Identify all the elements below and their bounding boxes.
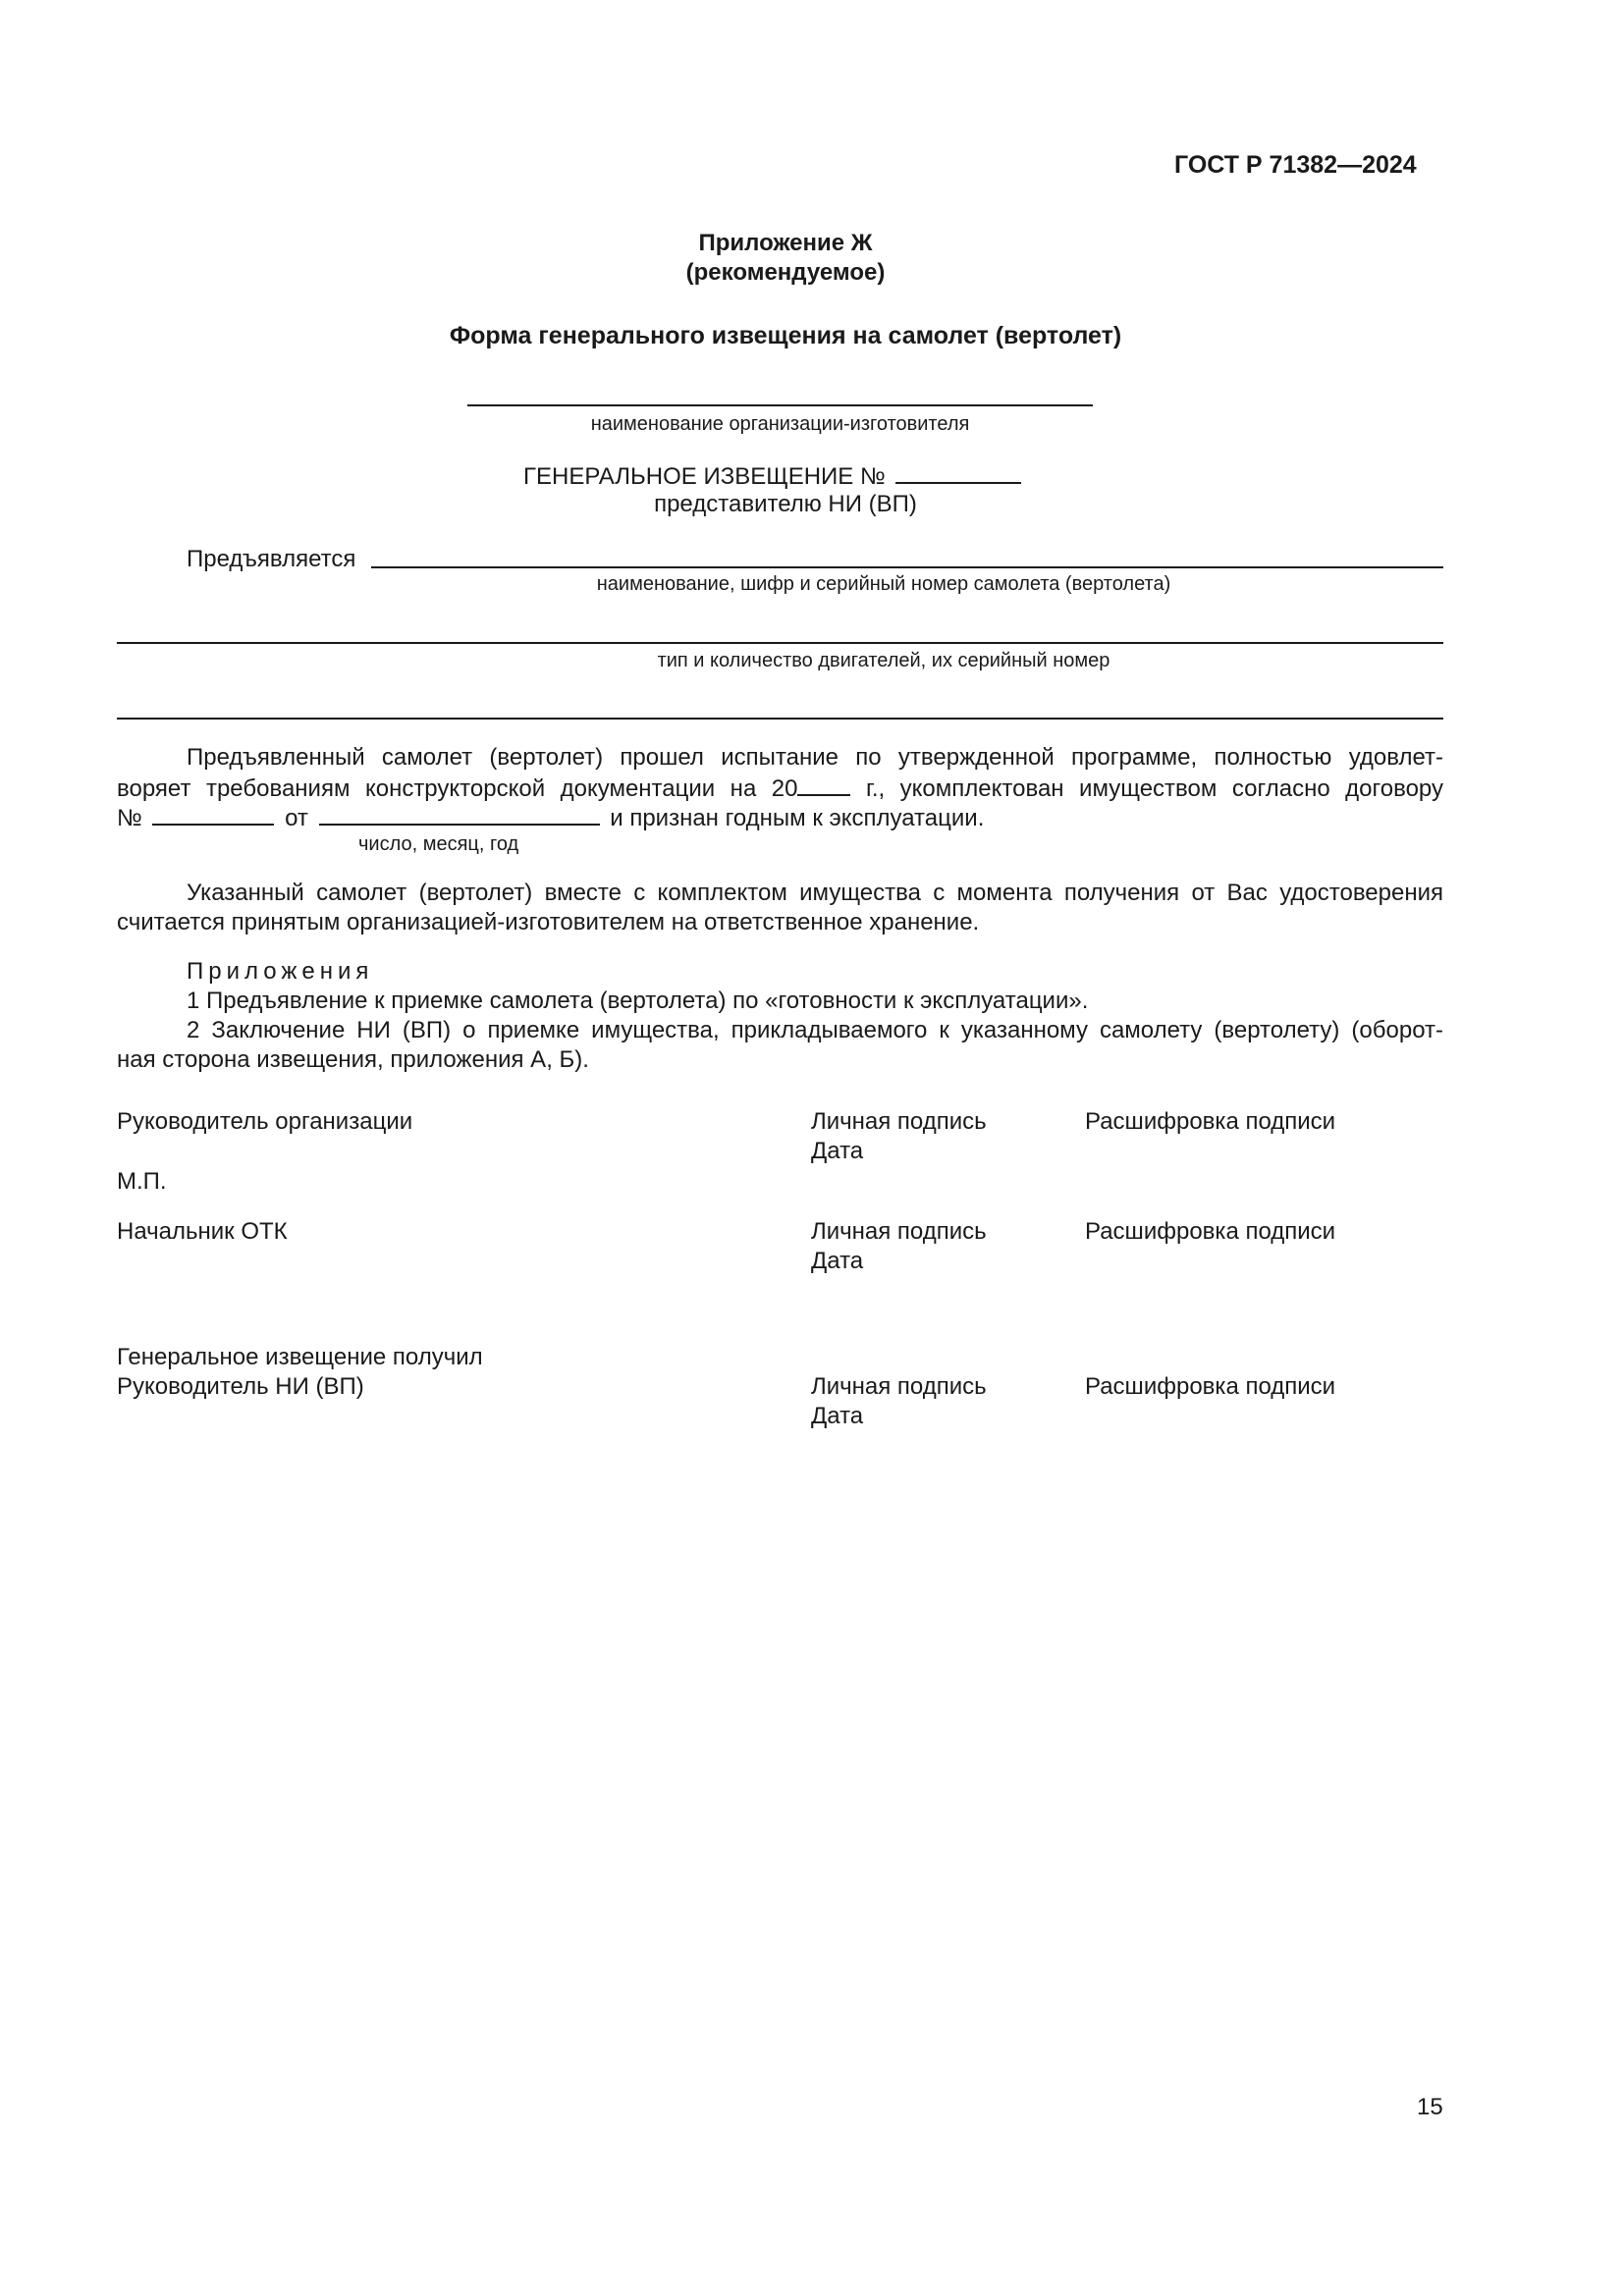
sig-2-personal-signature: Личная подпись (811, 1218, 987, 1245)
sig-3-decryption: Расшифровка подписи (1085, 1373, 1336, 1400)
page-number: 15 (1417, 2094, 1443, 2120)
sig-head-org: Руководитель организации (117, 1108, 413, 1135)
notice-number-blank (895, 460, 1021, 484)
engines-caption: тип и количество двигателей, их серийный номер (657, 650, 1110, 671)
sig-stamp: М.П. (117, 1168, 167, 1195)
sig-1-decryption: Расшифровка подписи (1085, 1108, 1336, 1135)
sig-received: Генеральное извещение получил (117, 1344, 483, 1370)
p2-line2: считается принятым организацией-изготовителем на ответственное хранение. (117, 909, 980, 935)
sig-2-decryption: Расшифровка подписи (1085, 1218, 1336, 1245)
p1-line1: Предъявленный самолет (вертолет) прошел испытание по утвержденной программе, полностью удовлет- (187, 744, 1443, 771)
sig-ni-head: Руководитель НИ (ВП) (117, 1373, 364, 1400)
notice-title-text: ГЕНЕРАЛЬНОЕ ИЗВЕЩЕНИЕ № (523, 463, 886, 490)
engines-line-2 (117, 718, 1443, 720)
form-title: Форма генерального извещения на самолет (вертолет) (449, 322, 1122, 349)
attachment-item-2-line1: 2 Заключение НИ (ВП) о приемке имущества, прикладываемого к указанному самолету (вертолету) (оборот- (187, 1017, 1443, 1043)
presented-label: Предъявляется (187, 546, 356, 572)
paragraph-1 (117, 743, 1443, 804)
contract-number-blank (152, 802, 274, 826)
presented-caption: наименование, шифр и серийный номер самолета (вертолета) (596, 573, 1171, 595)
attachment-item-1: 1 Предъявление к приемке самолета (вертолета) по «готовности к эксплуатации». (187, 988, 1089, 1014)
date-caption: число, месяц, год (358, 833, 519, 855)
standard-number: ГОСТ Р 71382—2024 (1174, 151, 1417, 179)
sig-3-date: Дата (811, 1403, 864, 1429)
attachment-item-2 (117, 1016, 1443, 1075)
attachments-heading: Приложения (187, 958, 374, 985)
contract-date-blank (319, 802, 600, 826)
org-name-line (467, 404, 1093, 406)
org-name-caption: наименование организации-изготовителя (590, 413, 970, 435)
p2-line1: Указанный самолет (вертолет) вместе с комплектом имущества с момента получения от Вас удостоверения (187, 880, 1443, 906)
engines-line (117, 642, 1443, 644)
appendix-title: Приложение Ж (698, 230, 873, 256)
year-blank (797, 773, 850, 796)
sig-3-personal-signature: Личная подпись (811, 1373, 987, 1400)
paragraph-2 (117, 879, 1443, 937)
sig-1-personal-signature: Личная подпись (811, 1108, 987, 1135)
sig-2-date: Дата (811, 1248, 864, 1274)
attachment-item-2-line2: ная сторона извещения, приложения А, Б). (117, 1046, 589, 1073)
sig-1-date: Дата (811, 1138, 864, 1164)
appendix-status: (рекомендуемое) (685, 259, 886, 286)
presented-line (371, 566, 1443, 568)
p1-line2: воряет требованиям конструкторской документации на 20 г., укомплектован имуществом согласно договору (117, 773, 1443, 804)
p1-line3: № от и признан годным к эксплуатации. (117, 802, 984, 833)
sig-otk: Начальник ОТК (117, 1218, 288, 1245)
notice-recipient: представителю НИ (ВП) (654, 491, 917, 517)
notice-title (523, 460, 1021, 492)
